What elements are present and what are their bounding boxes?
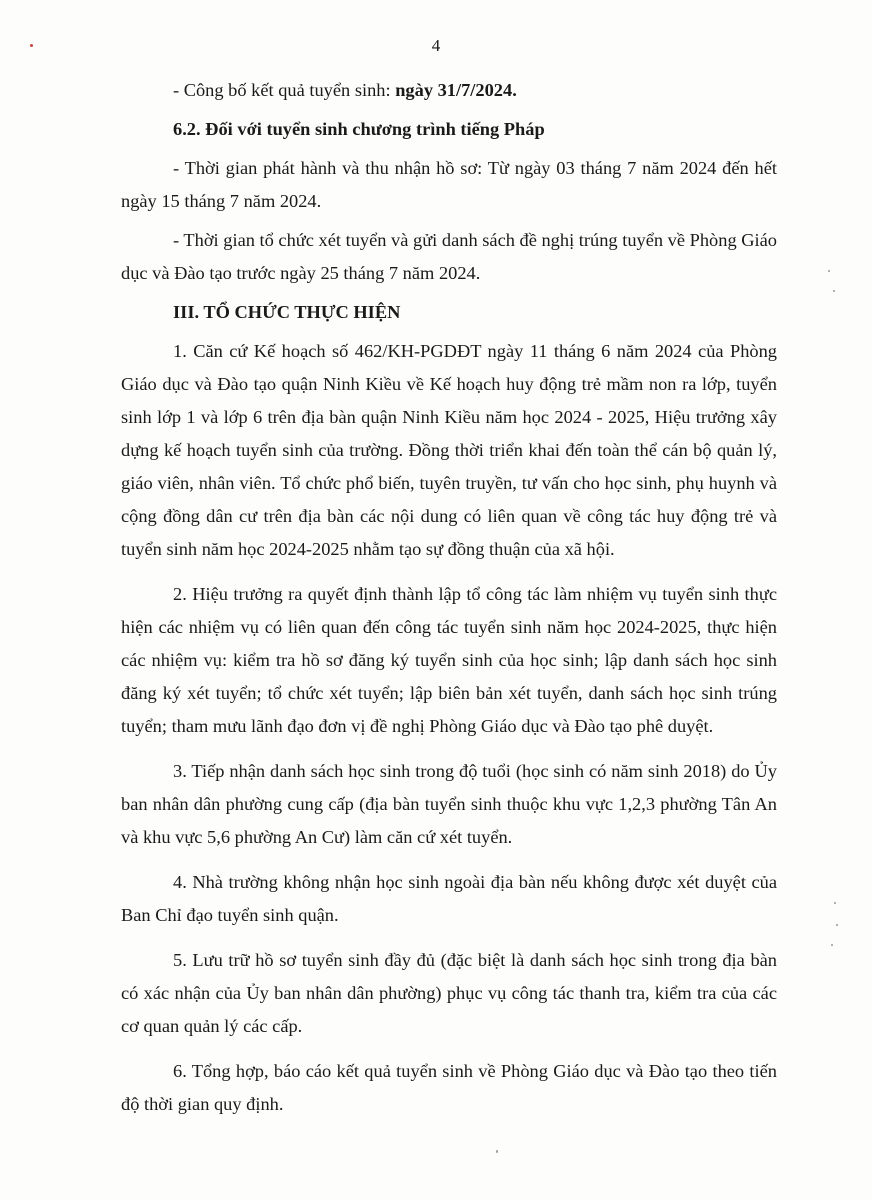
section-III-heading: III. TỔ CHỨC THỰC HIỆN <box>173 302 401 322</box>
scan-speck <box>833 290 835 292</box>
scan-speck <box>496 1150 498 1153</box>
implementation-item-3: 3. Tiếp nhận danh sách học sinh trong độ tuổi (học sinh có năm sinh 2018) do Ủy ban nhân dân phường cung cấp (địa bàn tuyển sinh thuộc khu vực 1,2,3 phường Tân An và khu vực 5,6 phường An Cư) làm căn cứ xét tuyển. <box>121 761 777 847</box>
announcement-date: ngày 31/7/2024. <box>395 80 517 100</box>
section-6-2-item-2: - Thời gian tổ chức xét tuyển và gửi danh sách đề nghị trúng tuyển về Phòng Giáo dục và Đào tạo trước ngày 25 tháng 7 năm 2024. <box>121 230 777 283</box>
announcement-text: - Công bố kết quả tuyển sinh: <box>173 80 396 100</box>
announcement-line <box>121 74 777 107</box>
scan-speck <box>834 902 836 904</box>
page-number: 4 <box>431 36 441 55</box>
scan-speck <box>831 944 833 946</box>
implementation-item-4: 4. Nhà trường không nhận học sinh ngoài địa bàn nếu không được xét duyệt của Ban Chỉ đạo tuyển sinh quận. <box>121 872 777 925</box>
implementation-item-2: 2. Hiệu trưởng ra quyết định thành lập tổ công tác làm nhiệm vụ tuyển sinh thực hiện các nhiệm vụ có liên quan đến công tác tuyển sinh năm học 2024-2025, thực hiện các nhiệm vụ: kiểm tra hồ sơ đăng ký tuyển sinh của học sinh; lập danh sách học sinh đăng ký xét tuyển; tổ chức xét tuyển; lập biên bản xét tuyển, danh sách học sinh trúng tuyển; tham mưu lãnh đạo đơn vị đề nghị Phòng Giáo dục và Đào tạo phê duyệt. <box>121 584 777 736</box>
section-6-2-heading: 6.2. Đối với tuyển sinh chương trình tiếng Pháp <box>173 119 545 139</box>
scan-speck <box>828 270 830 272</box>
scan-speck <box>836 924 838 926</box>
section-6-2-item-1: - Thời gian phát hành và thu nhận hồ sơ: Từ ngày 03 tháng 7 năm 2024 đến hết ngày 15 tháng 7 năm 2024. <box>121 158 777 211</box>
implementation-item-6: 6. Tổng hợp, báo cáo kết quả tuyển sinh về Phòng Giáo dục và Đào tạo theo tiến độ thời gian quy định. <box>121 1061 777 1114</box>
implementation-item-5: 5. Lưu trữ hồ sơ tuyển sinh đầy đủ (đặc biệt là danh sách học sinh trong địa bàn có xác nhận của Ủy ban nhân dân phường) phục vụ công tác thanh tra, kiểm tra của các cơ quan quản lý các cấp. <box>121 950 777 1036</box>
implementation-item-1: 1. Căn cứ Kế hoạch số 462/KH-PGDĐT ngày 11 tháng 6 năm 2024 của Phòng Giáo dục và Đào tạo quận Ninh Kiều về Kế hoạch huy động trẻ mầm non ra lớp, tuyển sinh lớp 1 và lớp 6 trên địa bàn quận Ninh Kiều năm học 2024 - 2025, Hiệu trưởng xây dựng kế hoạch tuyển sinh của trường. Đồng thời triển khai đến toàn thể cán bộ quản lý, giáo viên, nhân viên. Tổ chức phổ biến, tuyên truyền, tư vấn cho học sinh, phụ huynh và cộng đồng dân cư trên địa bàn các nội dung có liên quan về công tác huy động trẻ và tuyển sinh năm học 2024-2025 nhằm tạo sự đồng thuận của xã hội. <box>121 341 777 559</box>
scan-speck <box>30 44 33 47</box>
document-body <box>121 74 777 1121</box>
